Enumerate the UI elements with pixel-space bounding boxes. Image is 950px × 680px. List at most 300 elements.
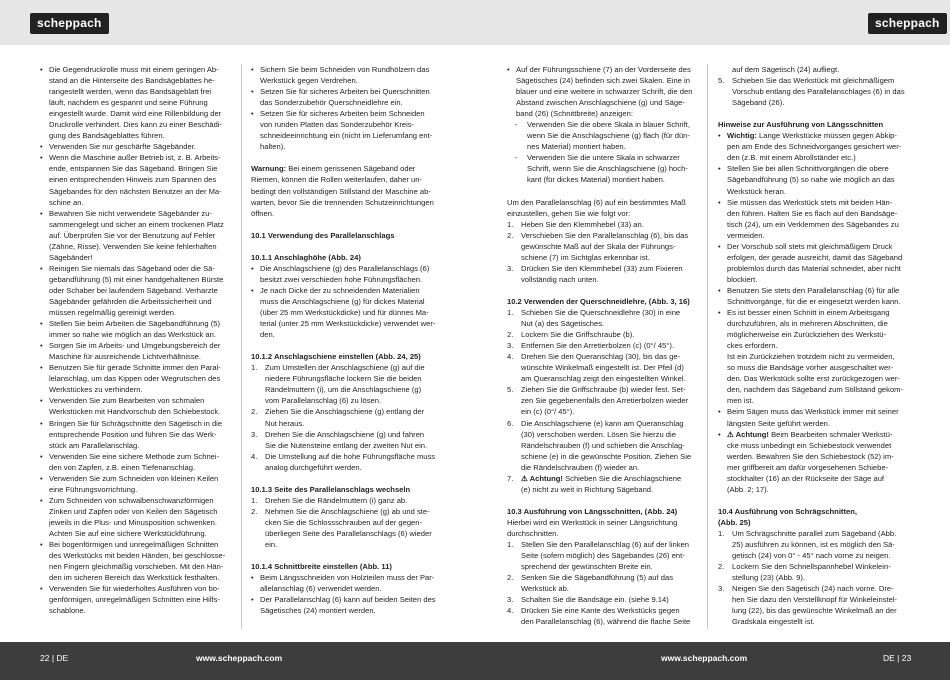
line-text: den Parallelanschlag (6), während die flache Seite — [521, 617, 691, 627]
text-line — [718, 340, 911, 351]
text-line — [40, 594, 233, 605]
line-text: wünschte Winkelmaß eingestellt ist. Der Pfeil (d) — [521, 363, 684, 373]
line-text: Sorgen Sie im Arbeits- und Umgebungsbereich der — [49, 341, 221, 351]
line-text: Rändelmuttern (i), um die Anschlagschiene (g) — [265, 385, 422, 395]
text-line — [507, 241, 700, 252]
text-line — [718, 616, 911, 627]
bullet-item — [40, 451, 233, 462]
text-line — [507, 462, 700, 473]
line-text: Heben Sie den Klemmhebel (33) an. — [521, 219, 644, 229]
line-text: sprechend der gewünschten Breite ein. — [521, 562, 653, 572]
text-line — [507, 616, 700, 627]
paragraph-line — [251, 186, 444, 197]
line-text: Zum Umstellen der Anschlagschiene (g) auf die — [265, 363, 425, 373]
line-text: Senken Sie die Sägebandführung (5) auf das — [521, 573, 673, 583]
numbered-step — [507, 263, 700, 274]
text-line — [718, 296, 911, 307]
line-text: 25) ausführen zu können, ist es möglich den Sä- — [732, 540, 895, 550]
line-text: 10.4 Ausführung von Schrägschnitten, — [718, 506, 857, 516]
bullet-item — [251, 86, 444, 97]
spacer — [251, 219, 444, 230]
line-text: Sägebandführung (5) so nahe wie möglich an das — [727, 175, 895, 185]
text-line — [718, 318, 911, 329]
step-number: 7. — [507, 473, 514, 483]
line-text: Verwenden Sie zum Bearbeiten von schmalen — [49, 396, 205, 406]
line-text: den, nachdem das Sägeband zum Stillstand gekom- — [727, 385, 904, 395]
text-line — [718, 252, 911, 263]
bullet-item — [40, 152, 233, 163]
text-line — [718, 440, 911, 451]
step-number: 1. — [507, 540, 514, 550]
line-text: lung (22), bis das gewünschte Winkelmaß an der — [732, 606, 897, 616]
line-text: Sägetisches (24) montiert werden. — [260, 606, 376, 616]
section-heading — [718, 517, 911, 528]
line-text: Nut (a) des Sägetisches. — [521, 319, 605, 329]
line-text: Die Anschlagschiene (g) des Parallelanschlags (6) — [260, 263, 430, 273]
line-text: Drehen Sie die Anschlagschiene (g) und fahren — [265, 429, 425, 439]
text-line — [251, 75, 444, 86]
text-line — [40, 75, 233, 86]
line-text: Sägetisches (24) befinden sich zwei Skalen. Eine in — [516, 76, 690, 86]
line-text: Beim Sägen muss das Werkstück immer mit seiner — [727, 407, 899, 417]
text-line — [251, 395, 444, 406]
text-line — [40, 528, 233, 539]
text-line — [251, 462, 444, 473]
line-text: des Werkstücks mit beiden Händen, bei geschlosse- — [49, 551, 226, 561]
text-line — [40, 572, 233, 583]
text-line — [40, 108, 233, 119]
column-1 — [40, 64, 233, 616]
text-line — [251, 329, 444, 340]
bullet-item — [251, 64, 444, 75]
text-line — [251, 440, 444, 451]
bullet-item — [718, 241, 911, 252]
footer-bar — [0, 642, 950, 680]
text-line — [507, 86, 700, 97]
section-heading — [251, 351, 444, 362]
line-text: eine Führungsvorrichtung. — [49, 484, 138, 494]
bullet-item — [507, 64, 700, 75]
text-line — [507, 583, 700, 594]
text-line — [40, 384, 233, 395]
numbered-step — [507, 329, 700, 340]
text-line — [251, 296, 444, 307]
spacer — [507, 186, 700, 197]
line-text: Verwenden Sie nur geschärfte Sägebänder. — [49, 142, 196, 152]
line-text: Druckrolle verhindert. Dies kann zu einer Beschädi- — [49, 120, 223, 130]
page-number-left: 22 | DE — [40, 653, 69, 663]
text-line — [40, 130, 233, 141]
line-text: bedingt den vollständigen Stillstand der Maschine ab- — [251, 186, 431, 196]
text-line — [718, 550, 911, 561]
bullet-item — [718, 197, 911, 208]
numbered-step — [507, 539, 700, 550]
line-text: Bei einem gerissenen Sägeband oder — [286, 164, 416, 174]
line-text: Es ist besser einen Schnitt in einem Arbeitsgang — [727, 308, 890, 318]
line-text: Stellen Sie bei allen Schnittvorgängen die obere — [727, 164, 889, 174]
line-text: blauer und eine weitere in schwarzer Schrift, die den — [516, 87, 693, 97]
bullet-item — [40, 418, 233, 429]
text-line — [251, 119, 444, 130]
line-text: Abstand zwischen Anschlagschiene (g) und Säge- — [516, 98, 685, 108]
line-text: muss die Anschlagschiene (g) für dickes Material — [260, 296, 425, 306]
text-line — [40, 252, 233, 263]
line-text: band (26) (Schnittbreite) anzeigen: — [516, 109, 633, 119]
line-text: stellung (23) (Abb. 9). — [732, 573, 806, 583]
text-line — [507, 274, 700, 285]
line-text: ein (c) (0°/ 45°). — [521, 407, 575, 417]
text-line — [718, 230, 911, 241]
text-line — [718, 141, 911, 152]
text-line — [251, 539, 444, 550]
text-line — [40, 462, 233, 473]
line-text: Drücken Sie eine Kante des Werkstücks gegen — [521, 606, 680, 616]
step-number: 1. — [251, 495, 258, 505]
line-text: Setzen Sie für sicheres Arbeiten bei Querschnitten — [260, 87, 430, 97]
line-text: Sägebänder gefährden die Arbeitssicherheit und — [49, 296, 212, 306]
line-text: stand an die Hinterseite des Bandsägeblattes he- — [49, 76, 215, 86]
text-line — [40, 440, 233, 451]
line-text: durchschnitten. — [507, 528, 559, 538]
text-line — [507, 395, 700, 406]
line-text: schine an. — [49, 197, 84, 207]
line-text: Sie müssen das Werkstück stets mit beiden Hän- — [727, 197, 893, 207]
line-text: (Abb. 2; 17). — [727, 484, 769, 494]
bullet-item — [251, 572, 444, 583]
text-line — [507, 141, 700, 152]
line-text: Stellen Sie den Parallelanschlag (6) auf der linken — [521, 540, 690, 550]
line-text: cken Sie die Schlossschrauben auf der gegen- — [265, 517, 423, 527]
text-line — [718, 174, 911, 185]
line-text: Achten Sie auf eine sichere Werkstückführung. — [49, 528, 207, 538]
line-text: Schieben Sie das Werkstück mit gleichmäßigem — [732, 76, 895, 86]
numbered-step — [251, 451, 444, 462]
text-line — [718, 451, 911, 462]
line-text: läuft, nachdem es gespannt und seine Führung — [49, 98, 208, 108]
section-heading — [718, 119, 911, 130]
line-text: Um den Parallelanschlag (6) auf ein bestimmtes Maß — [507, 197, 686, 207]
text-line — [718, 605, 911, 616]
line-text: Stellen Sie beim Arbeiten die Sägebandführung (5) — [49, 319, 220, 329]
line-text: Bewahren Sie nicht verwendete Sägebänder zu- — [49, 208, 212, 218]
bullet-item — [251, 108, 444, 119]
text-line — [718, 572, 911, 583]
text-line — [40, 119, 233, 130]
line-text: ende, entspannen Sie das Sägeband. Bringen Sie — [49, 164, 218, 174]
bullet-item — [718, 163, 911, 174]
line-text: immer so nahe wie möglich an das Werkstück an. — [49, 330, 216, 340]
website-url-left[interactable]: www.scheppach.com — [196, 653, 283, 663]
step-number: 1. — [251, 363, 258, 373]
section-heading — [251, 230, 444, 241]
text-line — [251, 97, 444, 108]
numbered-step — [251, 362, 444, 373]
line-text: wenn Sie die Anschlagschiene (g) flach (für dün- — [527, 131, 690, 141]
text-line — [718, 418, 911, 429]
bullet-item — [40, 64, 233, 75]
section-heading — [718, 506, 911, 517]
numbered-step — [507, 230, 700, 241]
line-text: schablone. — [49, 606, 86, 616]
text-line — [718, 186, 911, 197]
bullet-item — [40, 473, 233, 484]
numbered-step — [718, 528, 911, 539]
line-text: den. Das Werkstück sollte erst zurückgezogen wer- — [727, 374, 900, 384]
line-text: Um Schrägschnitte parallel zum Sägeband (Abb. — [732, 528, 897, 538]
dash-item — [507, 152, 700, 163]
text-line — [251, 373, 444, 384]
line-text: einzustellen, gehen Sie wie folgt vor: — [507, 208, 631, 218]
spacer — [718, 108, 911, 119]
line-text: Zum Schneiden von schwalbenschwanzförmigen — [49, 495, 214, 505]
text-line — [507, 440, 700, 451]
line-text: Schieben Sie die Anschlagschiene — [562, 473, 682, 483]
line-text: den (z.B. mit einem Abrollständer etc.) — [727, 153, 856, 163]
line-text: Sägeband (26). — [732, 98, 785, 108]
line-text: Bei bogenförmigen und unregelmäßigen Schnitten — [49, 540, 219, 550]
line-text: Schnittvorgänge, für die er eingesetzt werden kann. — [727, 296, 901, 306]
numbered-step — [507, 219, 700, 230]
bullet-item — [40, 141, 233, 152]
bullet-item — [40, 362, 233, 373]
line-text: den. — [260, 330, 275, 340]
line-text: (Abb. 25) — [718, 517, 751, 527]
step-number: 2. — [251, 506, 258, 516]
line-text: genförmigen, unregelmäßigen Schnitten eine Hilfs- — [49, 595, 220, 605]
text-line — [718, 64, 911, 75]
numbered-step — [718, 561, 911, 572]
line-text: lelanschlag, um das Kippen oder Wegrutschen des — [49, 374, 221, 384]
line-text: Der Vorschub soll stets mit gleichmäßigem Druck — [727, 241, 893, 251]
text-line — [718, 373, 911, 384]
line-text: Hierbei wird ein Werkstück in seiner Längsrichtung — [507, 517, 678, 527]
spacer — [251, 550, 444, 561]
step-number: 3. — [507, 595, 514, 605]
text-line — [507, 451, 700, 462]
line-text: von runden Platten das Sonderzubehör Kreis- — [260, 120, 415, 130]
spacer — [251, 241, 444, 252]
bullet-item — [40, 263, 233, 274]
line-text: mer griffbereit am dafür vorgesehenen Schiebe- — [727, 462, 889, 472]
line-text: schiene (e) in die gewünschte Position. Ziehen Sie — [521, 451, 692, 461]
bullet-item — [718, 307, 911, 318]
text-line — [40, 484, 233, 495]
bullet-item — [251, 285, 444, 296]
line-text: am Queranschlag zeigt den eingestellten Winkel. — [521, 374, 686, 384]
line-text: Sägebänder! — [49, 252, 93, 262]
line-text: 10.1.2 Anschlagschiene einstellen (Abb. 24, 25) — [251, 352, 421, 362]
text-line — [718, 86, 911, 97]
line-text: Ziehen Sie die Griffschraube (b) wieder fest. Set- — [521, 385, 686, 395]
spacer — [251, 340, 444, 351]
line-text: nen Fingern gleichmäßig vorschieben. Mit den Hän- — [49, 562, 224, 572]
line-text: öffnen. — [251, 208, 275, 218]
line-text: auf dem Sägetisch (24) aufliegt. — [732, 65, 840, 74]
text-line — [40, 285, 233, 296]
line-text: Die Gegendruckrolle muss mit einem geringen Ab- — [49, 65, 219, 74]
line-text: das Sonderzubehör Querschneidlehre ein. — [260, 98, 403, 108]
text-line — [40, 429, 233, 440]
step-number: 5. — [507, 385, 514, 395]
line-text: einen entsprechenden Hinweis zum Spannen des — [49, 175, 217, 185]
section-heading — [507, 296, 700, 307]
bullet-item — [718, 406, 911, 417]
bullet-item — [40, 208, 233, 219]
text-line — [251, 583, 444, 594]
section-heading — [507, 506, 700, 517]
numbered-step — [507, 307, 700, 318]
paragraph-line — [507, 197, 700, 208]
text-line — [40, 373, 233, 384]
line-text: Reinigen Sie niemals das Sägeband oder die Sä- — [49, 263, 215, 273]
step-number: 3. — [507, 341, 514, 351]
line-text: Der Parallelanschlag (6) kann auf beiden Seiten des — [260, 595, 436, 605]
line-text: Werkstück ab. — [521, 584, 569, 594]
line-text: vollständig nach unten. — [521, 274, 599, 284]
line-text: Je nach Dicke der zu schneidenden Materialien — [260, 285, 420, 295]
text-line — [40, 186, 233, 197]
line-text: Ziehen Sie die Anschlagschiene (g) entlang der — [265, 407, 425, 417]
text-line — [40, 274, 233, 285]
text-line — [718, 462, 911, 473]
text-line — [507, 318, 700, 329]
line-text: den von Zapfen, z.B. einen Tiefenanschlag. — [49, 462, 196, 472]
text-line — [251, 418, 444, 429]
line-text: getisch (24) von 0° - 45° nach vorne zu neigen. — [732, 551, 891, 561]
step-number: 5. — [718, 76, 725, 86]
line-text: den im sicheren Bereich das Werkstück festhalten. — [49, 573, 220, 583]
line-text: Vorschub entlang des Parallelanschlages (6) in das — [732, 87, 905, 97]
column-4 — [718, 64, 911, 627]
text-line — [40, 97, 233, 108]
text-line — [40, 517, 233, 528]
line-text: Werkstückes zu verhindern. — [49, 385, 143, 395]
line-text: gebandführung (5) mit einer handgehaltenen Bürste — [49, 274, 224, 284]
line-text: auf. Überprüfen Sie vor der Benutzung auf Fehler — [49, 230, 216, 240]
line-text: (Zähne, Risse). Verwenden Sie keine fehlerhaften — [49, 241, 217, 251]
text-line — [507, 484, 700, 495]
text-line — [251, 605, 444, 616]
step-number: 6. — [507, 418, 514, 428]
bullet-item — [40, 395, 233, 406]
text-line — [40, 241, 233, 252]
line-text: 10.2 Verwenden der Querschneidlehre, (Abb. 3, 16) — [507, 296, 690, 306]
line-text: Schieben Sie die Querschneidlehre (30) in eine — [521, 308, 681, 318]
text-line — [40, 174, 233, 185]
spacer — [251, 152, 444, 163]
numbered-step — [251, 429, 444, 440]
line-text: sammengelegt und sicher an einem trockenen Platz — [49, 219, 224, 229]
line-text: durchzuführen, als in mehreren Abschnitten, die — [727, 319, 888, 329]
step-number: 4. — [507, 606, 514, 616]
line-text: stockhalter (16) an der Rückseite der Säge auf — [727, 473, 885, 483]
text-line — [718, 219, 911, 230]
paragraph-line — [251, 197, 444, 208]
text-line — [40, 506, 233, 517]
text-line — [40, 86, 233, 97]
section-heading — [251, 484, 444, 495]
line-text: entsprechende Position und führen Sie das Werk- — [49, 429, 217, 439]
bullet-item — [40, 495, 233, 506]
text-line — [718, 395, 911, 406]
brand-logo-left: scheppach — [30, 13, 109, 34]
text-line — [40, 351, 233, 362]
line-text: hen Sie dazu den Verstellknopf für Winkeleinstel- — [732, 595, 898, 605]
line-text: zen Sie gegebenenfalls den Arretierbolzen wieder — [521, 396, 689, 406]
line-text: Benutzen Sie für gerade Schnitte immer den Paral- — [49, 363, 221, 373]
header-bar — [0, 0, 950, 45]
text-line — [507, 362, 700, 373]
line-text: Verwenden Sie die obere Skala in blauer Schrift, — [527, 120, 690, 130]
step-number: 2. — [507, 230, 514, 240]
line-text: Drücken Sie den Klemmhebel (33) zum Fixieren — [521, 263, 683, 273]
line-text: problemlos durch das Material schneidet, aber nicht — [727, 263, 901, 273]
step-number: 3. — [718, 584, 725, 594]
text-line — [507, 130, 700, 141]
line-text: 10.1.4 Schnittbreite einstellen (Abb. 11) — [251, 562, 392, 572]
text-line — [251, 141, 444, 152]
line-text: cke muss unbedingt ein Schiebestock verwendet — [727, 440, 892, 450]
line-text: Werkstück heran. — [727, 186, 786, 196]
line-text: Lockern Sie die Griffschraube (b). — [521, 330, 635, 340]
line-text: oder Schaber bei laufendem Sägeband. Verharzte — [49, 285, 218, 295]
line-text: Hinweise zur Ausführung von Längsschnitten — [718, 120, 884, 130]
line-text: stück am Parallelanschlag. — [49, 440, 140, 450]
warning-line — [251, 163, 444, 174]
step-number: 2. — [251, 407, 258, 417]
numbered-step — [507, 340, 700, 351]
line-text: gewünschte Maß auf der Skala der Führungs- — [521, 241, 676, 251]
line-text: Verschieben Sie den Parallelanschlag (6), bis das — [521, 230, 689, 240]
text-line — [251, 517, 444, 528]
line-text: vermeiden. — [727, 230, 765, 240]
bullet-item — [251, 263, 444, 274]
text-line — [507, 373, 700, 384]
line-text: kant (für dickes Material) montiert haben. — [527, 175, 666, 185]
numbered-step — [251, 495, 444, 506]
emphasis-label: Warnung: — [251, 164, 287, 174]
brand-logo-right: scheppach — [868, 13, 947, 34]
line-text: überliegen Seite des Parallelanschlags (6) wieder — [265, 528, 432, 538]
line-text: Riemen, können die Rollen weiterlaufen, daher un- — [251, 175, 422, 185]
line-text: nes Material) montiert haben. — [527, 142, 626, 152]
bullet-item — [251, 594, 444, 605]
line-text: halten). — [260, 142, 286, 152]
numbered-step — [251, 506, 444, 517]
line-text: 10.1 Verwendung des Parallelanschlags — [251, 230, 395, 240]
text-line — [251, 307, 444, 318]
numbered-step — [507, 473, 700, 484]
emphasis-label: ⚠ Achtung! — [521, 473, 563, 483]
bullet-item — [40, 340, 233, 351]
line-text: rangestellt werden, wenn das Bandsägeblatt frei — [49, 87, 212, 97]
line-text: Verwenden Sie eine sichere Methode zum Schnei- — [49, 451, 220, 461]
text-line — [718, 384, 911, 395]
website-url-right[interactable]: www.scheppach.com — [661, 653, 748, 663]
text-line — [507, 97, 700, 108]
text-line — [40, 329, 233, 340]
bullet-item — [40, 539, 233, 550]
line-text: erfolgen, der gerade ausreicht, damit das Sägeband — [727, 252, 903, 262]
text-line — [507, 174, 700, 185]
spacer — [507, 495, 700, 506]
column-2 — [251, 64, 444, 616]
text-line — [251, 528, 444, 539]
text-line — [718, 208, 911, 219]
bullet-item — [40, 583, 233, 594]
numbered-step — [718, 75, 911, 86]
numbered-step — [718, 583, 911, 594]
